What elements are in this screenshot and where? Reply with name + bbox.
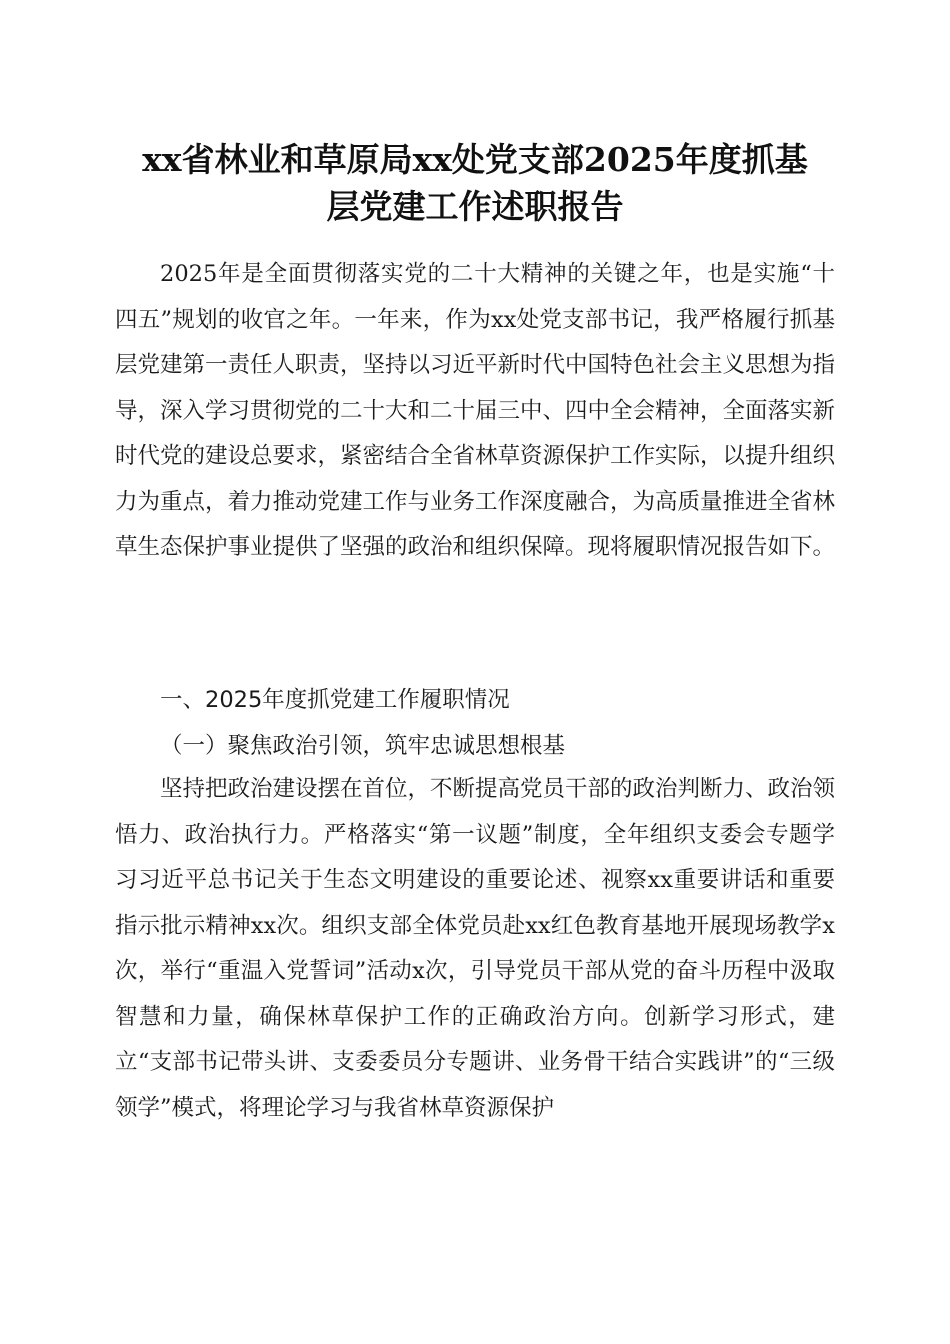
document-title-line-1: xx省林业和草原局xx处党支部2025年度抓基 [142, 140, 808, 179]
document-title-line-2: 层党建工作述职报告 [326, 187, 624, 226]
section-heading: 一、2025年度抓党建工作履职情况 [160, 687, 510, 713]
subsection-heading: （一）聚焦政治引领，筑牢忠诚思想根基 [160, 733, 566, 759]
section-body [115, 767, 835, 1131]
section-heading-block [115, 678, 835, 724]
section-paragraph: 坚持把政治建设摆在首位，不断提高党员干部的政治判断力、政治领悟力、政治执行力。严格落实“第一议题”制度，全年组织支委会专题学习习近平总书记关于生态文明建设的重要论述、视察xx重要讲话和重要指示批示精神xx次。组织支部全体党员赴xx红色教育基地开展现场教学x次，举行“重温入党誓词”活动x次，引导党员干部从党的奋斗历程中汲取智慧和力量，确保林草保护工作的正确政治方向。创新学习形式，建立“支部书记带头讲、支委委员分专题讲、业务骨干结合实践讲”的“三级领学”模式，将理论学习与我省林草资源保护 [115, 776, 836, 1121]
subsection-heading-block [115, 724, 835, 770]
intro-section [115, 252, 835, 571]
intro-paragraph: 2025年是全面贯彻落实党的二十大精神的关键之年，也是实施“十四五”规划的收官之年。一年来，作为xx处党支部书记，我严格履行抓基层党建第一责任人职责，坚持以习近平新时代中国特色社会主义思想为指导，深入学习贯彻党的二十大和二十届三中、四中全会精神，全面落实新时代党的建设总要求，紧密结合全省林草资源保护工作实际，以提升组织力为重点，着力推动党建工作与业务工作深度融合，为高质量推进全省林草生态保护事业提供了坚强的政治和组织保障。现将履职情况报告如下。 [115, 261, 836, 560]
